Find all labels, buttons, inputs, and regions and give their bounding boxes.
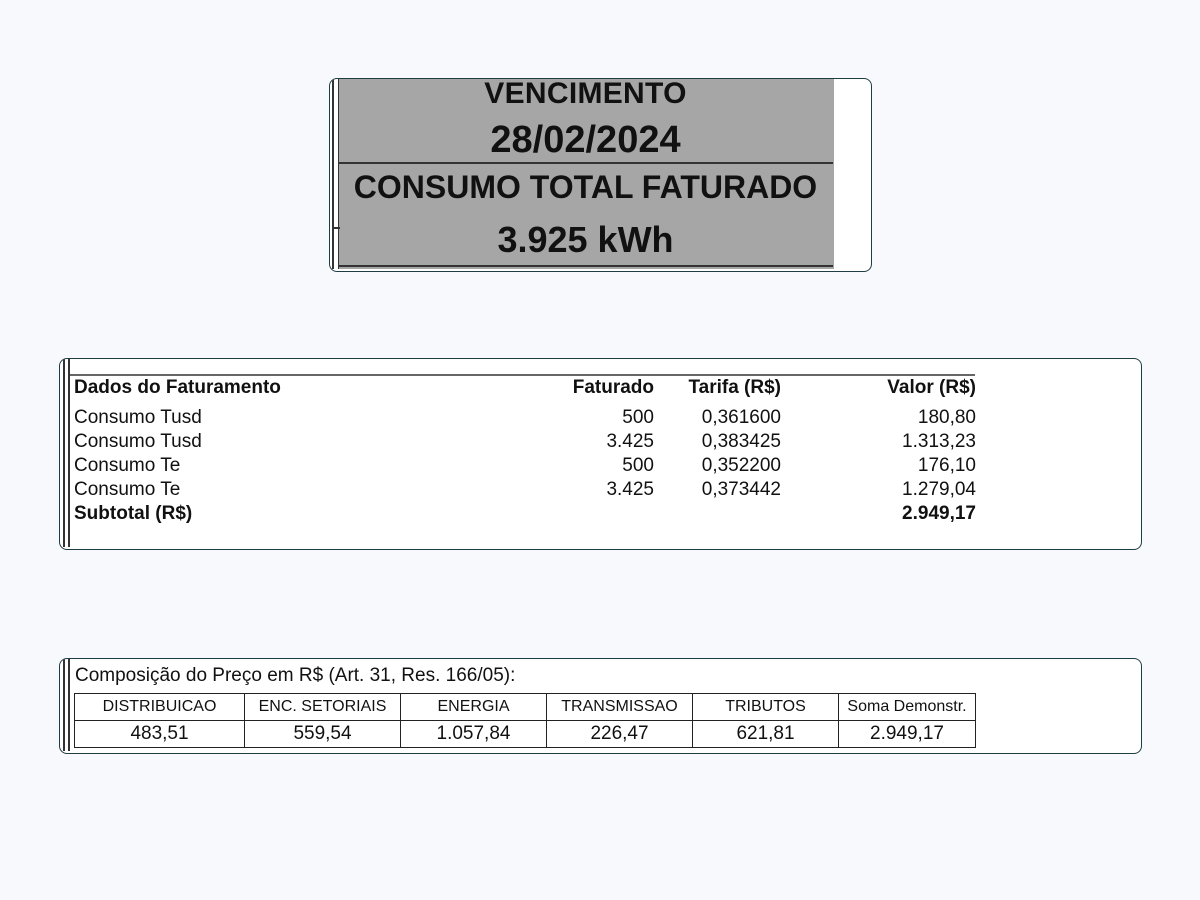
faturamento-left-rule-outer: [63, 359, 65, 547]
composicao-card: [59, 658, 1142, 754]
composicao-value-enc-setoriais: 559,54: [245, 721, 401, 748]
faturamento-header-row: [74, 376, 976, 406]
row-descricao: Consumo Tusd: [74, 431, 202, 452]
header-valor: Valor (R$): [887, 377, 976, 398]
header-dados-faturamento: Dados do Faturamento: [74, 377, 281, 398]
subtotal-empty-faturado: [504, 502, 654, 526]
vencimento-divider: [338, 162, 833, 164]
composicao-header-transmissao: TRANSMISSAO: [547, 694, 693, 721]
composicao-value-distribuicao: 483,51: [75, 721, 245, 748]
vencimento-left-rule: [332, 79, 334, 269]
row-valor: 176,10: [917, 455, 976, 476]
row-valor: 1.279,04: [902, 479, 976, 500]
composicao-value-tributos: 621,81: [693, 721, 839, 748]
faturamento-table: [74, 376, 976, 526]
composicao-value-transmissao: 226,47: [547, 721, 693, 748]
table-row: [74, 406, 976, 430]
subtotal-row: [74, 502, 976, 526]
row-tarifa: 0,352200: [701, 455, 781, 476]
header-tarifa: Tarifa (R$): [688, 377, 781, 398]
composicao-header-tributos: TRIBUTOS: [693, 694, 839, 721]
vencimento-bottom-rule: [338, 265, 833, 267]
header-faturado: Faturado: [572, 377, 654, 398]
row-faturado: 500: [622, 455, 654, 476]
row-faturado: 3.425: [606, 431, 654, 452]
consumo-total-label: CONSUMO TOTAL FATURADO: [353, 169, 818, 205]
row-valor: 180,80: [917, 407, 976, 428]
row-descricao: Consumo Te: [74, 455, 181, 476]
composicao-header-row: [75, 694, 976, 721]
vencimento-date: 28/02/2024: [490, 119, 681, 161]
table-row: [74, 454, 976, 478]
composicao-left-rule-outer: [63, 659, 65, 751]
composicao-values-row: [75, 721, 976, 748]
subtotal-empty-tarifa: [654, 502, 781, 526]
composicao-value-soma: 2.949,17: [839, 721, 976, 748]
row-valor: 1.313,23: [902, 431, 976, 452]
table-row: [74, 478, 976, 502]
composicao-value-energia: 1.057,84: [401, 721, 547, 748]
composicao-header-enc-setoriais: ENC. SETORIAIS: [245, 694, 401, 721]
table-row: [74, 430, 976, 454]
vencimento-label: VENCIMENTO: [484, 78, 687, 110]
vencimento-card: [329, 78, 872, 272]
row-tarifa: 0,361600: [701, 407, 781, 428]
subtotal-label: Subtotal (R$): [74, 503, 193, 524]
consumo-total-value: 3.925 kWh: [497, 219, 674, 260]
subtotal-value: 2.949,17: [902, 503, 976, 524]
row-faturado: 3.425: [606, 479, 654, 500]
row-tarifa: 0,373442: [701, 479, 781, 500]
composicao-header-distribuicao: DISTRIBUICAO: [75, 694, 245, 721]
faturamento-left-rule-inner: [68, 359, 70, 547]
composicao-left-rule-inner: [68, 659, 70, 751]
composicao-header-energia: ENERGIA: [401, 694, 547, 721]
composicao-header-soma: Soma Demonstr.: [839, 694, 976, 721]
faturamento-card: [59, 358, 1142, 550]
composicao-table: [74, 693, 976, 748]
row-tarifa: 0,383425: [701, 431, 781, 452]
composicao-title: Composição do Preço em R$ (Art. 31, Res. 166/05):: [75, 665, 516, 686]
row-faturado: 500: [622, 407, 654, 428]
row-descricao: Consumo Te: [74, 479, 181, 500]
row-descricao: Consumo Tusd: [74, 407, 202, 428]
